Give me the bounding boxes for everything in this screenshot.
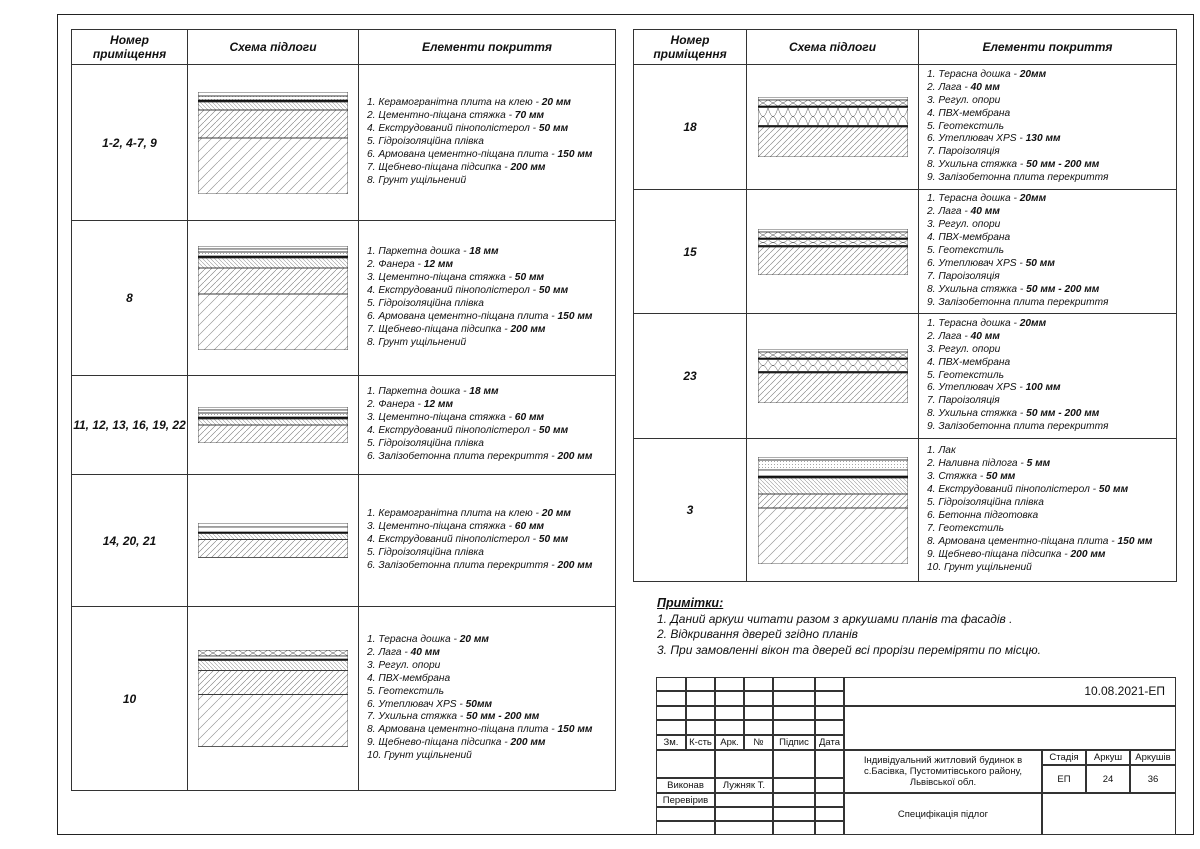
layer-name: 8. Грунт ущільнений (367, 336, 467, 348)
layer-item: 1. Терасна дошка - 20 мм (367, 633, 489, 645)
layer-name: 5. Геотекстиль (927, 245, 1004, 257)
layer-name: 6. Утеплювач XPS (927, 382, 1017, 394)
layer-item: 6. Залізобетонна плита перекриття - 200 мм (367, 559, 593, 571)
layer-name: 10. Грунт ущільнений (927, 561, 1032, 573)
title-block (656, 677, 1176, 835)
layer-item: 2. Лага - 40 мм (927, 81, 1000, 93)
layer-item (927, 510, 1176, 523)
layer-name: 9. Залізобетонна плита перекриття (927, 421, 1109, 433)
layer-name: 5. Геотекстиль (927, 120, 1004, 132)
header-scheme: Схема підлоги (747, 30, 919, 65)
layer-name: 2. Лага (367, 646, 402, 658)
layer-name: 7. Пароізоляція (927, 270, 1000, 282)
header-room: Номер приміщення (72, 30, 188, 65)
sheet-label: Аркуш (1086, 750, 1130, 765)
layer-item: 2. Фанера - 12 мм (367, 259, 453, 271)
layer-item (927, 370, 1176, 383)
layer-item (367, 438, 615, 451)
layer-name: 2. Цементно-піщана стяжка (367, 110, 506, 122)
layer-item: 4. Екструдований пінополістерол - 50 мм (367, 285, 569, 297)
layer-item (927, 108, 1176, 121)
layer-list (359, 607, 616, 791)
layer-name: 4. ПВХ-мембрана (927, 356, 1011, 368)
layer-name: 7. Ухильна стяжка (367, 711, 458, 723)
layer-name: 8. Ухильна стяжка (927, 159, 1018, 171)
layer-name: 5. Гідроізоляційна плівка (927, 497, 1044, 509)
layer-name: 7. Пароізоляція (927, 146, 1000, 158)
layer-item: 7. Щебнево-піщана підсипка - 200 мм (367, 161, 546, 173)
layer-item: 1. Терасна дошка - 20мм (927, 68, 1047, 80)
executed-by: Лужняк Т. (715, 778, 773, 793)
layer-item: 7. Ухильна стяжка - 50 мм - 200 мм (367, 711, 540, 723)
layer-thickness: 20 мм (459, 633, 489, 645)
layer-item (927, 523, 1176, 536)
layer-name: 4. Екструдований пінополістерол (367, 123, 530, 135)
layer-thickness: 20мм (1019, 317, 1047, 329)
layer-name: 4. Екструдований пінополістерол (367, 425, 530, 436)
layer-list (359, 221, 616, 376)
layer-item: 1. Терасна дошка - 20мм (927, 193, 1047, 205)
note-item: 3. При замовленні вікон та дверей всі прорізи переміряти по місцю. (657, 642, 1041, 657)
floor-spec-table-right (633, 29, 1177, 582)
layer-name: 6. Утеплювач XPS (927, 133, 1017, 145)
layer-name: 2. Фанера (367, 259, 415, 271)
header-scheme: Схема підлоги (188, 30, 359, 65)
layer-thickness: 200 мм (510, 161, 546, 173)
header-elements: Елементи покриття (919, 30, 1177, 65)
layer-name: 3. Стяжка (927, 471, 977, 483)
layer-item: 3. Цементно-піщана стяжка - 50 мм (367, 272, 545, 284)
layer-item: 8. Ухильна стяжка - 50 мм - 200 мм (927, 408, 1100, 420)
floor-scheme (188, 475, 359, 607)
floor-row (72, 376, 616, 475)
layer-name: 3. Цементно-піщана стяжка (367, 521, 506, 533)
layer-name: 1. Паркетна дошка (367, 386, 461, 398)
layer-thickness: 200 мм (510, 323, 546, 335)
sheet-title: Специфікація підлог (844, 793, 1042, 835)
layer-item (367, 175, 615, 188)
layer-item (367, 750, 615, 763)
floor-scheme (188, 221, 359, 376)
layer-name: 6. Залізобетонна плита перекриття (367, 559, 549, 571)
layer-list (919, 65, 1177, 190)
layer-name: 6. Армована цементно-піщана плита (367, 148, 549, 160)
layer-name: 6. Залізобетонна плита перекриття (367, 450, 549, 462)
layer-thickness: 200 мм (557, 450, 593, 462)
layer-item: 1. Керамогранітна плита на клею - 20 мм (367, 508, 571, 520)
layer-name: 10. Грунт ущільнений (367, 750, 472, 762)
col-header-qty: К-сть (686, 735, 715, 750)
layer-name: 3. Регул. опори (367, 659, 441, 671)
layer-name: 8. Ухильна стяжка (927, 408, 1018, 420)
layer-name: 9. Залізобетонна плита перекриття (927, 296, 1109, 308)
layer-item (927, 271, 1176, 284)
layer-thickness: 50 мм (538, 425, 569, 436)
layer-name: 4. ПВХ-мембрана (367, 672, 451, 684)
floor-row (72, 65, 616, 221)
stage-value: ЕП (1042, 765, 1086, 793)
layer-thickness: 50 мм (1098, 484, 1129, 496)
layer-name: 1. Лак (927, 445, 956, 457)
layer-item (927, 421, 1176, 434)
layer-thickness: 100 мм (1025, 382, 1061, 394)
project-name: Індивідуальний житловий будинок в с.Басівка, Пустомитівського району, Львівської обл. (844, 750, 1042, 793)
layer-name: 2. Наливна підлога (927, 458, 1018, 470)
layer-name: 1. Керамогранітна плита на клею (367, 508, 533, 520)
layer-name: 7. Пароізоляція (927, 395, 1000, 407)
layer-name: 9. Залізобетонна плита перекриття (927, 172, 1109, 184)
layer-list (359, 475, 616, 607)
floor-row (72, 475, 616, 607)
layer-name: 7. Щебнево-піщана підсипка (367, 323, 502, 335)
layer-name: 6. Бетонна підготовка (927, 510, 1039, 521)
col-header-sheet: Арк. (715, 735, 744, 750)
layer-name: 4. Екструдований пінополістерол (367, 285, 530, 297)
layer-item (367, 660, 615, 673)
note-item: 2. Відкривання дверей згідно планів (657, 627, 858, 641)
layer-name: 5. Гідроізоляційна плівка (367, 437, 484, 449)
layer-thickness: 50 мм (538, 534, 569, 546)
room-number: 14, 20, 21 (72, 475, 188, 607)
layer-item (927, 146, 1176, 159)
layer-name: 8. Армована цементно-піщана плита (927, 535, 1109, 547)
layer-item (367, 673, 615, 686)
layer-name: 2. Лага (927, 206, 962, 218)
layer-item: 2. Фанера - 12 мм (367, 399, 453, 411)
layer-thickness: 40 мм (970, 330, 1000, 342)
layer-item: 8. Армована цементно-піщана плита - 150 мм (927, 535, 1153, 547)
layer-thickness: 50 мм (1025, 257, 1055, 269)
layer-item: 8. Ухильна стяжка - 50 мм - 200 мм (927, 283, 1100, 295)
col-header-date: Дата (815, 735, 844, 750)
layer-item: 2. Цементно-піщана стяжка - 70 мм (367, 110, 545, 122)
layer-thickness: 20мм (1019, 193, 1047, 205)
layer-name: 6. Армована цементно-піщана плита (367, 310, 549, 322)
layer-name: 6. Утеплювач XPS (367, 698, 457, 710)
layer-item (367, 547, 615, 560)
layer-thickness: 50 мм - 200 мм (1026, 159, 1100, 171)
col-header-signature: Підпис (773, 735, 815, 750)
layer-name: 2. Фанера (367, 399, 415, 411)
layer-name: 1. Терасна дошка (927, 317, 1011, 329)
layer-item: 3. Цементно-піщана стяжка - 60 мм (367, 412, 545, 424)
layer-thickness: 12 мм (423, 399, 453, 411)
layer-item (927, 95, 1176, 108)
layer-name: 5. Геотекстиль (367, 685, 444, 697)
layer-item: 9. Щебнево-піщана підсипка - 200 мм (927, 548, 1106, 560)
layer-item (367, 136, 615, 149)
layer-item: 4. Екструдований пінополістерол - 50 мм (367, 534, 569, 546)
room-number: 8 (72, 221, 188, 376)
layer-name: 8. Армована цементно-піщана плита (367, 724, 549, 736)
layer-name: 5. Геотекстиль (927, 369, 1004, 381)
layer-thickness: 18 мм (469, 246, 499, 258)
layer-thickness: 60 мм (514, 521, 545, 533)
layer-thickness: 12 мм (423, 259, 453, 271)
layer-name: 3. Цементно-піщана стяжка (367, 412, 506, 424)
floor-row (72, 607, 616, 791)
layer-item: 3. Цементно-піщана стяжка - 60 мм (367, 521, 545, 533)
room-number: 23 (634, 314, 747, 439)
layer-list (359, 65, 616, 221)
layer-name: 2. Лага (927, 330, 962, 342)
layer-thickness: 20мм (1019, 68, 1047, 80)
layer-item: 1. Керамогранітна плита на клею - 20 мм (367, 97, 571, 109)
layer-thickness: 50 мм - 200 мм (1026, 408, 1100, 420)
layer-name: 7. Геотекстиль (927, 522, 1004, 534)
layer-thickness: 50 мм (538, 285, 569, 297)
layer-item: 3. Стяжка - 50 мм (927, 471, 1016, 483)
room-number: 1-2, 4-7, 9 (72, 65, 188, 221)
layer-name: 3. Цементно-піщана стяжка (367, 272, 506, 284)
layer-thickness: 20 мм (541, 97, 571, 109)
col-header-number: № (744, 735, 773, 750)
floor-scheme (747, 314, 919, 439)
col-header-zm: Зм. (656, 735, 686, 750)
layer-name: 7. Щебнево-піщана підсипка (367, 161, 502, 173)
layer-item: 1. Паркетна дошка - 18 мм (367, 246, 499, 258)
layer-name: 8. Грунт ущільнений (367, 174, 467, 186)
layer-item: 6. Армована цементно-піщана плита - 150 мм (367, 310, 593, 322)
room-number: 11, 12, 13, 16, 19, 22 (72, 376, 188, 475)
layer-list (919, 314, 1177, 439)
layer-name: 5. Гідроізоляційна плівка (367, 298, 484, 309)
layer-item (367, 686, 615, 699)
layer-item (927, 357, 1176, 370)
layer-item (927, 497, 1176, 510)
layer-item: 6. Утеплювач XPS - 130 мм (927, 133, 1061, 145)
layer-name: 9. Щебнево-піщана підсипка (927, 548, 1062, 560)
floor-row (634, 439, 1177, 582)
layer-item (927, 395, 1176, 408)
room-number: 15 (634, 190, 747, 314)
layer-thickness: 60 мм (514, 412, 545, 424)
layer-name: 6. Утеплювач XPS (927, 257, 1017, 269)
layer-item (367, 337, 615, 350)
layer-item (927, 344, 1176, 357)
layer-thickness: 40 мм (970, 206, 1000, 218)
layer-thickness: 130 мм (1025, 133, 1061, 145)
layer-thickness: 5 мм (1026, 458, 1051, 470)
layer-thickness: 40 мм (970, 81, 1000, 93)
notes-block (657, 596, 1041, 658)
floor-spec-table-left (71, 29, 616, 791)
layer-thickness: 40 мм (410, 646, 440, 658)
layer-item (927, 562, 1176, 575)
floor-row (634, 190, 1177, 314)
layer-name: 5. Гідроізоляційна плівка (367, 136, 484, 148)
room-number: 18 (634, 65, 747, 190)
floor-scheme (188, 65, 359, 221)
sheet-value: 24 (1086, 765, 1130, 793)
layer-thickness: 18 мм (469, 386, 499, 398)
layer-thickness: 20 мм (541, 508, 571, 520)
layer-name: 1. Паркетна дошка (367, 246, 461, 258)
layer-list (359, 376, 616, 475)
layer-thickness: 200 мм (510, 737, 546, 749)
sheets-label: Аркушів (1130, 750, 1176, 765)
layer-name: 1. Терасна дошка (927, 68, 1011, 80)
layer-thickness: 150 мм (557, 310, 593, 322)
layer-name: 1. Терасна дошка (367, 633, 451, 645)
layer-item (927, 297, 1176, 310)
layer-name: 1. Терасна дошка (927, 193, 1011, 205)
floor-row (634, 314, 1177, 439)
notes-title: Примітки: (657, 596, 724, 610)
layer-item: 1. Паркетна дошка - 18 мм (367, 386, 499, 398)
layer-item (927, 232, 1176, 245)
layer-item: 6. Утеплювач XPS - 50мм (367, 698, 493, 710)
executed-label: Виконав (656, 778, 715, 793)
floor-scheme (188, 376, 359, 475)
header-elements: Елементи покриття (359, 30, 616, 65)
layer-item: 1. Терасна дошка - 20мм (927, 317, 1047, 329)
floor-row (634, 65, 1177, 190)
layer-list (919, 190, 1177, 314)
header-room: Номер приміщення (634, 30, 747, 65)
layer-name: 3. Регул. опори (927, 94, 1001, 106)
layer-item (927, 245, 1176, 258)
floor-scheme (747, 190, 919, 314)
layer-name: 3. Регул. опори (927, 219, 1001, 231)
floor-row (72, 221, 616, 376)
layer-item (927, 172, 1176, 185)
layer-thickness: 200 мм (1070, 548, 1106, 560)
layer-item (367, 298, 615, 311)
layer-name: 3. Регул. опори (927, 343, 1001, 355)
room-number: 3 (634, 439, 747, 582)
sheets-value: 36 (1130, 765, 1176, 793)
layer-item (927, 445, 1176, 458)
layer-item: 6. Утеплювач XPS - 100 мм (927, 382, 1061, 394)
layer-item: 2. Лага - 40 мм (927, 330, 1000, 342)
layer-item: 2. Лага - 40 мм (927, 206, 1000, 218)
layer-thickness: 70 мм (514, 110, 545, 122)
layer-thickness: 50 мм - 200 мм (1026, 283, 1100, 295)
floor-scheme (188, 607, 359, 791)
layer-name: 4. ПВХ-мембрана (927, 232, 1011, 244)
layer-item: 6. Залізобетонна плита перекриття - 200 мм (367, 450, 593, 462)
layer-item: 8. Ухильна стяжка - 50 мм - 200 мм (927, 159, 1100, 171)
layer-thickness: 150 мм (557, 148, 593, 160)
layer-name: 4. ПВХ-мембрана (927, 107, 1011, 119)
layer-item (927, 121, 1176, 134)
layer-name: 4. Екструдований пінополістерол (927, 484, 1090, 496)
floor-scheme (747, 65, 919, 190)
layer-thickness: 150 мм (1117, 535, 1153, 547)
layer-name: 2. Лага (927, 81, 962, 93)
layer-name: 1. Керамогранітна плита на клею (367, 97, 533, 109)
layer-thickness: 50 мм (514, 272, 545, 284)
layer-name: 8. Ухильна стяжка (927, 283, 1018, 295)
layer-item: 2. Наливна підлога - 5 мм (927, 458, 1051, 470)
layer-item: 8. Армована цементно-піщана плита - 150 мм (367, 724, 593, 736)
layer-item: 9. Щебнево-піщана підсипка - 200 мм (367, 737, 546, 749)
layer-item: 4. Екструдований пінополістерол - 50 мм (367, 425, 569, 436)
layer-item: 2. Лага - 40 мм (367, 646, 440, 658)
room-number: 10 (72, 607, 188, 791)
layer-item: 4. Екструдований пінополістерол - 50 мм (927, 484, 1129, 496)
document-code: 10.08.2021-ЕП (844, 677, 1176, 706)
layer-item: 6. Утеплювач XPS - 50 мм (927, 257, 1055, 269)
layer-name: 4. Екструдований пінополістерол (367, 534, 530, 546)
layer-thickness: 50 мм (986, 471, 1016, 483)
layer-thickness: 150 мм (557, 724, 593, 736)
layer-thickness: 200 мм (557, 559, 593, 571)
layer-thickness: 50 мм (538, 123, 569, 135)
checked-label: Перевірив (656, 793, 715, 807)
layer-item: 6. Армована цементно-піщана плита - 150 мм (367, 148, 593, 160)
layer-item: 4. Екструдований пінополістерол - 50 мм (367, 123, 569, 135)
layer-name: 5. Гідроізоляційна плівка (367, 546, 484, 558)
note-item: 1. Даний аркуш читати разом з аркушами планів та фасадів . (657, 611, 1013, 626)
layer-thickness: 50 мм - 200 мм (466, 711, 540, 723)
layer-item (927, 219, 1176, 232)
layer-list (919, 439, 1177, 582)
layer-item: 7. Щебнево-піщана підсипка - 200 мм (367, 323, 546, 335)
stage-label: Стадія (1042, 750, 1086, 765)
layer-thickness: 50мм (465, 698, 493, 710)
layer-name: 9. Щебнево-піщана підсипка (367, 737, 502, 749)
floor-scheme (747, 439, 919, 582)
